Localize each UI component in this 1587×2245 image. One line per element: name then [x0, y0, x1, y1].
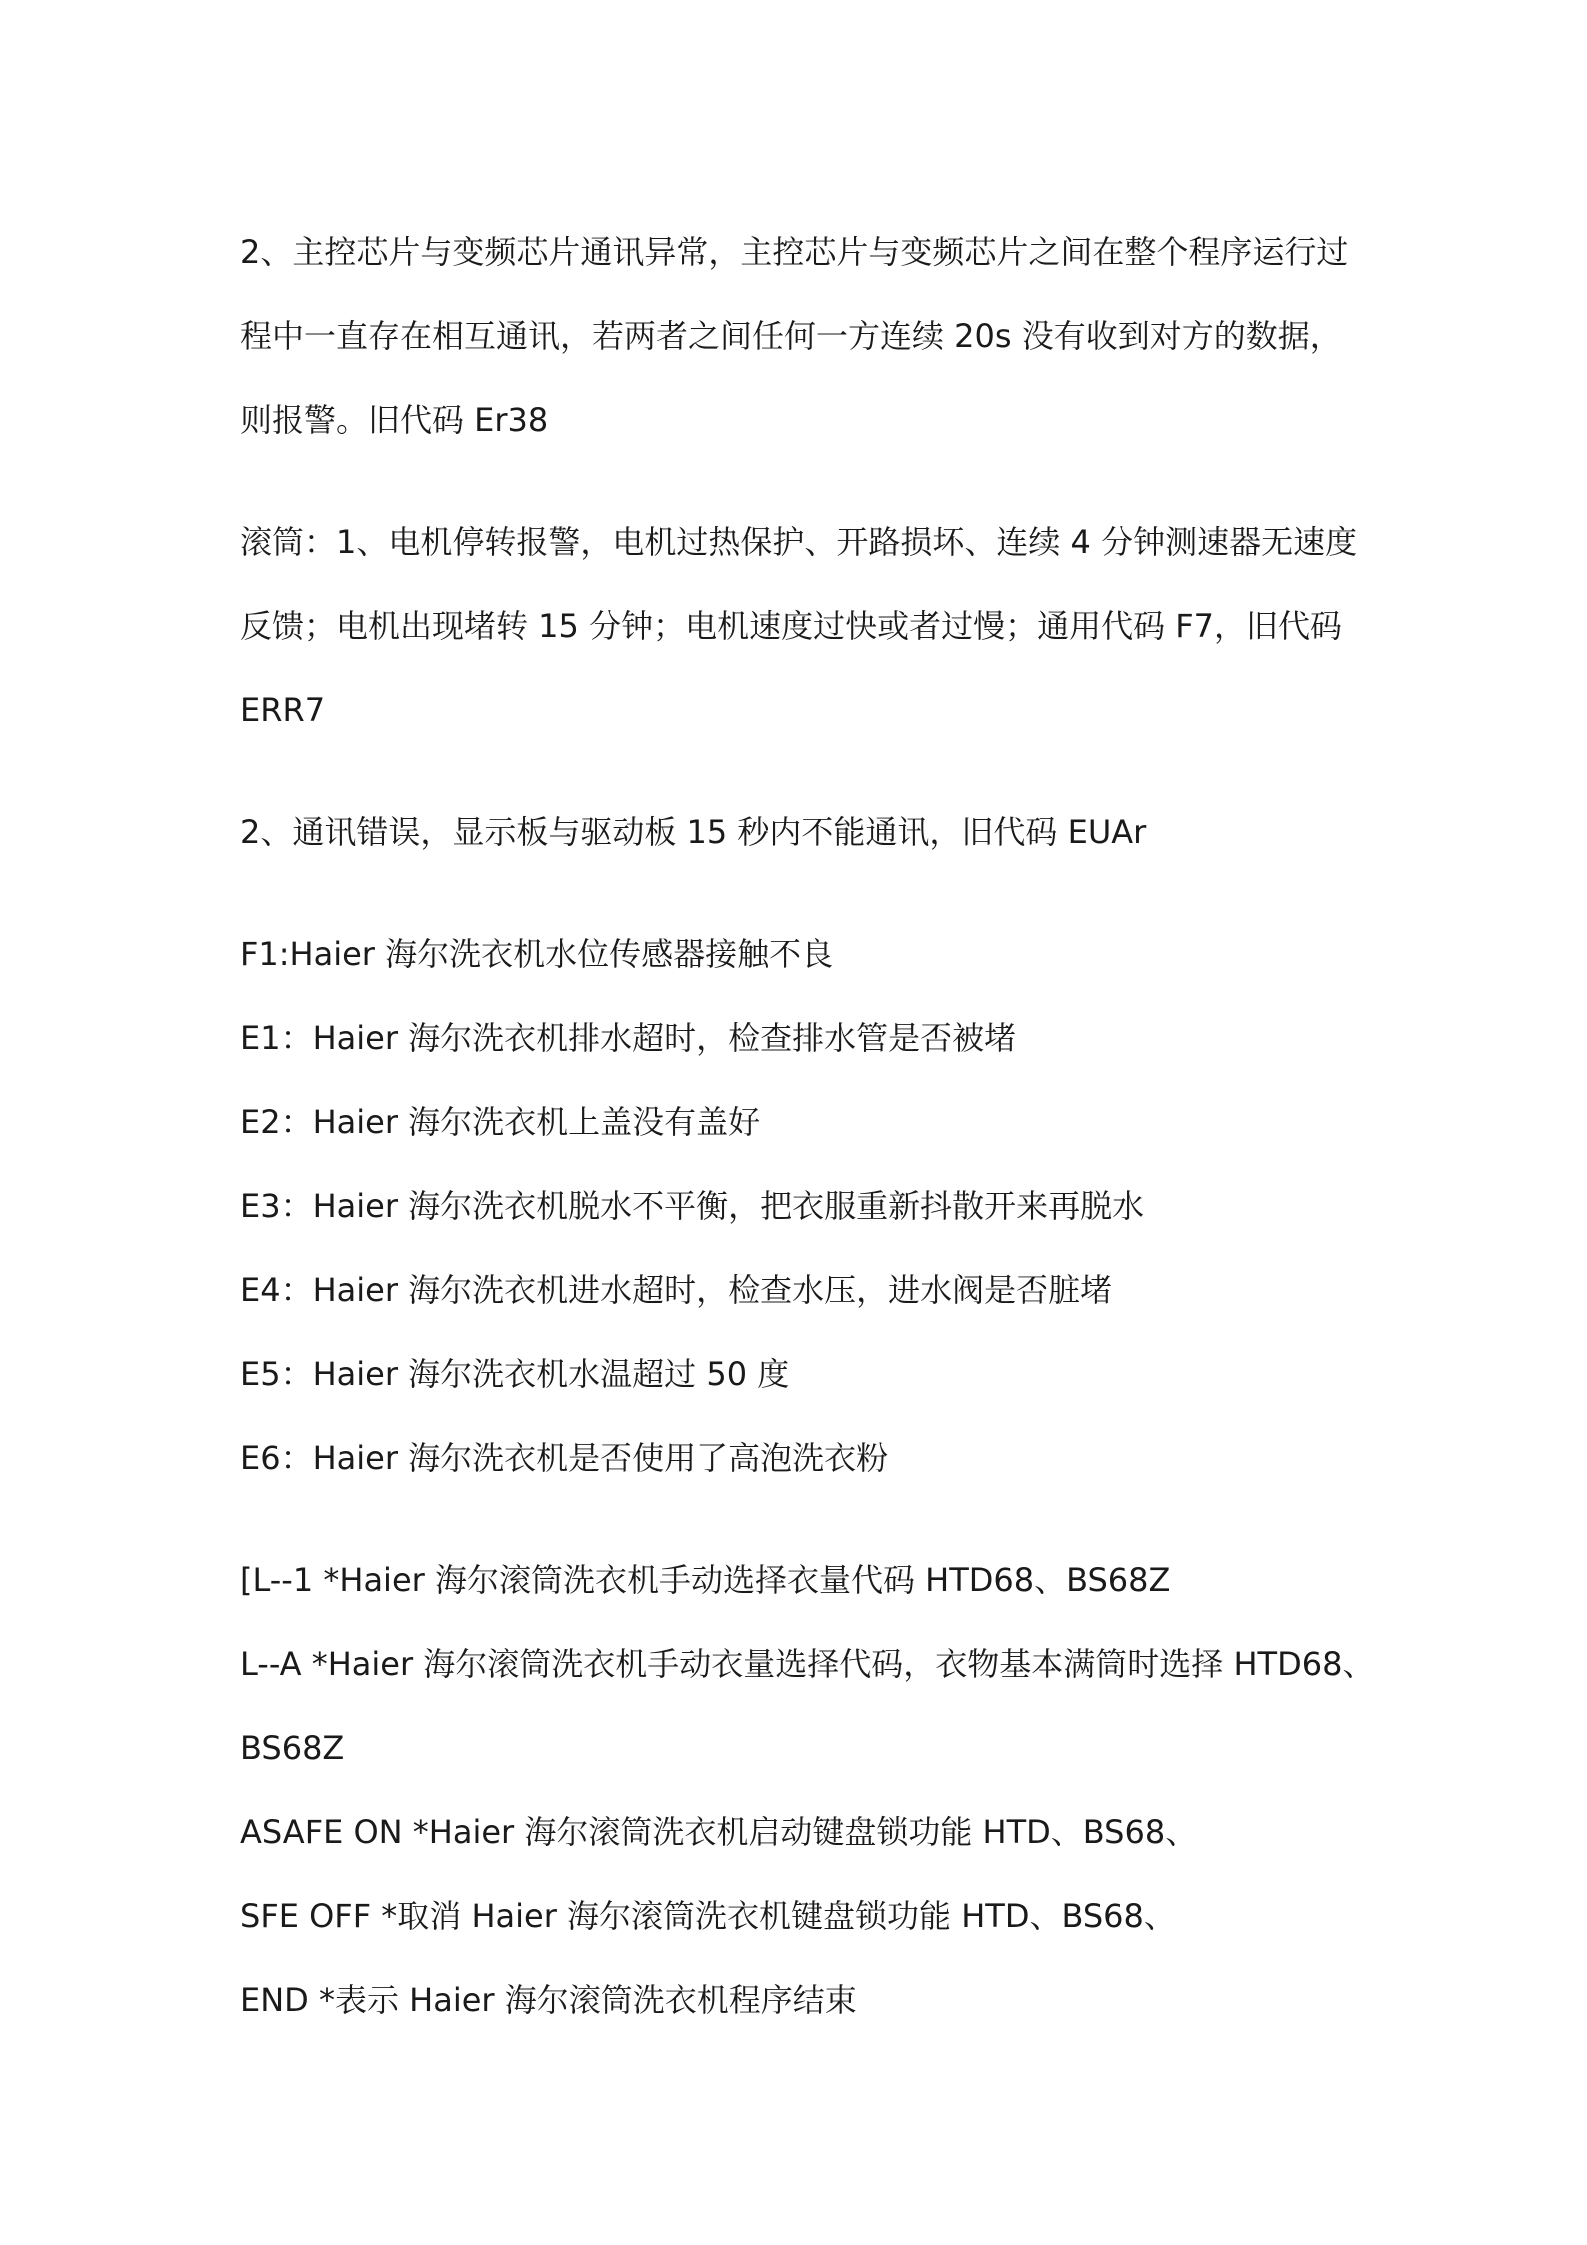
text-line: 2、主控芯片与变频芯片通讯异常，主控芯片与变频芯片之间在整个程序运行过 [240, 233, 1349, 271]
text-line: 反馈；电机出现堵转 15 分钟；电机速度过快或者过慢；通用代码 F7，旧代码 [240, 607, 1343, 645]
display-code-item: SFE OFF *取消 Haier 海尔滚筒洗衣机键盘锁功能 HTD、BS68、 [240, 1897, 1176, 1935]
drum-display-code-list [240, 1538, 1375, 2042]
display-code-item: BS68Z [240, 1729, 345, 1767]
error-code-item: E5：Haier 海尔洗衣机水温超过 50 度 [240, 1355, 790, 1393]
display-code-item: END *表示 Haier 海尔滚筒洗衣机程序结束 [240, 1981, 857, 2019]
text-line: 2、通讯错误，显示板与驱动板 15 秒内不能通讯，旧代码 EUAr [240, 813, 1147, 851]
error-code-item: F1:Haier 海尔洗衣机水位传感器接触不良 [240, 935, 834, 973]
error-code-item: E2：Haier 海尔洗衣机上盖没有盖好 [240, 1103, 761, 1141]
error-code-list [240, 912, 1360, 1500]
display-code-item: ASAFE ON *Haier 海尔滚筒洗衣机启动键盘锁功能 HTD、BS68、 [240, 1813, 1198, 1851]
error-code-item: E3：Haier 海尔洗衣机脱水不平衡，把衣服重新抖散开来再脱水 [240, 1187, 1145, 1225]
paragraph-chip-communication [240, 210, 1360, 462]
paragraph-communication-error [240, 790, 1360, 874]
error-code-item: E1：Haier 海尔洗衣机排水超时，检查排水管是否被堵 [240, 1019, 1017, 1057]
display-code-item: L--A *Haier 海尔滚筒洗衣机手动衣量选择代码，衣物基本满筒时选择 HTD68、 [240, 1645, 1375, 1683]
text-line: 程中一直存在相互通讯，若两者之间任何一方连续 20s 没有收到对方的数据， [240, 317, 1342, 355]
document-body [240, 210, 1375, 2042]
error-code-item: E6：Haier 海尔洗衣机是否使用了高泡洗衣粉 [240, 1439, 889, 1477]
text-line: ERR7 [240, 691, 326, 729]
text-line: 滚筒：1、电机停转报警，电机过热保护、开路损坏、连续 4 分钟测速器无速度 [240, 523, 1358, 561]
error-code-item: E4：Haier 海尔洗衣机进水超时，检查水压，进水阀是否脏堵 [240, 1271, 1113, 1309]
paragraph-drum-motor [240, 500, 1360, 752]
text-line: 则报警。旧代码 Er38 [240, 401, 549, 439]
display-code-item: [L--1 *Haier 海尔滚筒洗衣机手动选择衣量代码 HTD68、BS68Z [240, 1561, 1171, 1599]
